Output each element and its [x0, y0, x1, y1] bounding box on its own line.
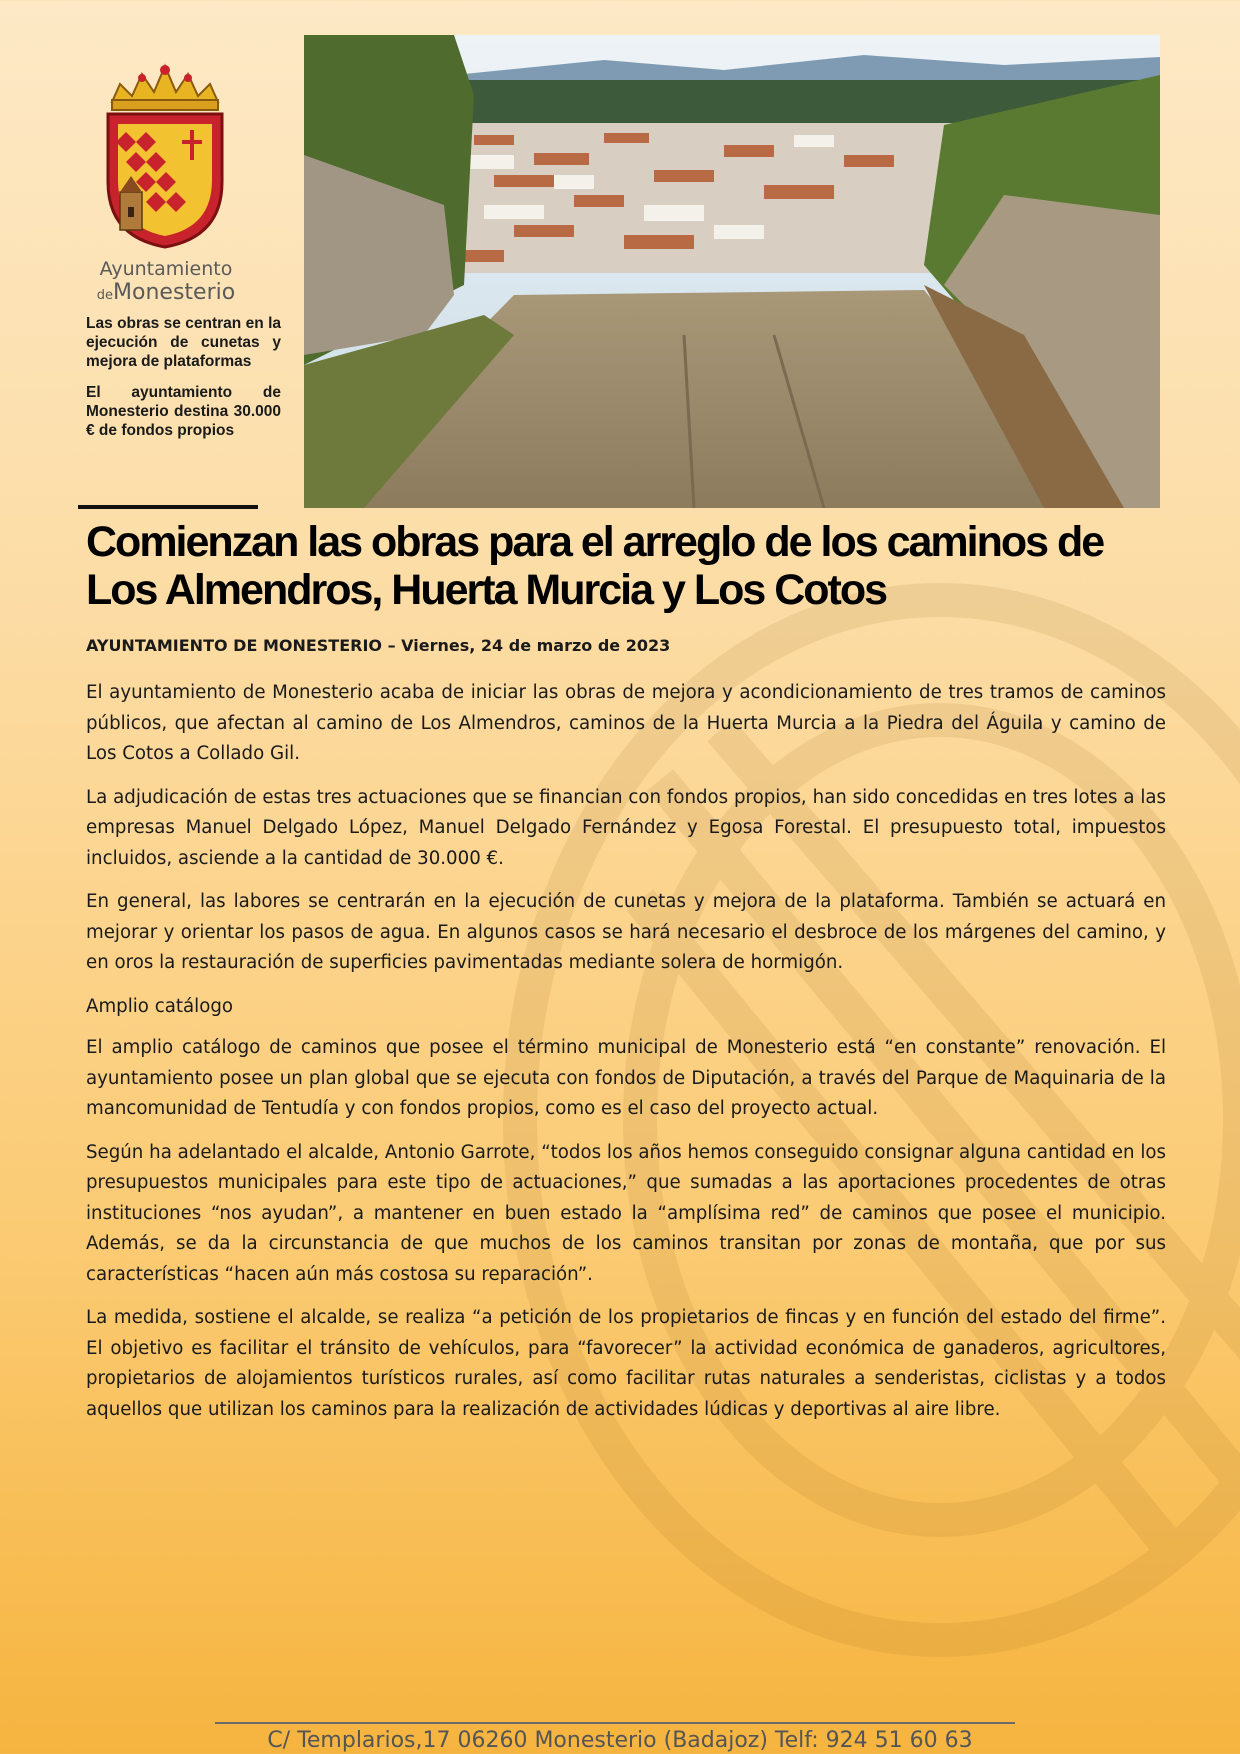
article-headline: Comienzan las obras para el arreglo de los caminos de Los Almendros, Huerta Murcia y Los Cotos — [86, 518, 1104, 614]
highlight-item: Las obras se centran en la ejecución de cunetas y mejora de plataformas — [86, 315, 281, 370]
footer-address: C/ Templarios,17 06260 Monesterio (Badajoz) Telf: 924 51 60 63 — [267, 1728, 973, 1753]
sidebar-highlights — [86, 314, 281, 452]
article-body — [86, 678, 1166, 1438]
article-paragraph: La adjudicación de estas tres actuaciones que se financian con fondos propios, han sido concedidas en tres lotes a las empresas Manuel Delgado López, Manuel Delgado Fernández y Egosa Forestal. El presupuesto total, impuestos incluidos, asciende a la cantidad de 30.000 €. — [86, 786, 1166, 869]
article-subheading: Amplio catálogo — [86, 995, 233, 1017]
footer-divider — [215, 1722, 1015, 1724]
article-paragraph: Según ha adelantado el alcalde, Antonio Garrote, “todos los años hemos conseguido consignar alguna cantidad en los presupuestos municipales para este tipo de actuaciones,” que sumadas a las aportaciones procedentes de otras instituciones “nos ayudan”, a mantener en buen estado la “amplísima red” de caminos que posee el municipio. Además, se da la circunstancia de que muchos de los caminos transitan por zonas de montaña, que por sus características “hacen aún más costosa su reparación”. — [86, 1141, 1166, 1285]
logo-text-name: Monesterio — [113, 280, 236, 305]
logo-text-ayuntamiento: Ayuntamiento — [99, 258, 233, 280]
sidebar-divider — [78, 505, 258, 509]
article-paragraph: En general, las labores se centrarán en la ejecución de cunetas y mejora de la plataforma. También se actuará en mejorar y orientar los pasos de agua. En algunos casos se hará necesario el desbroce de los márgenes del camino, y en oros la restauración de superficies pavimentadas mediante solera de hormigón. — [86, 891, 1166, 973]
article-byline: AYUNTAMIENTO DE MONESTERIO – Viernes, 24 de marzo de 2023 — [86, 636, 671, 655]
article-paragraph: El ayuntamiento de Monesterio acaba de iniciar las obras de mejora y acondicionamiento de tres tramos de caminos públicos, que afectan al camino de Los Almendros, caminos de la Huerta Murcia a la Piedra del Águila y camino de Los Cotos a Collado Gil. — [86, 682, 1166, 764]
highlight-item: El ayuntamiento de Monesterio destina 30.000 € de fondos propios — [86, 384, 281, 439]
logo-text-monesterio — [86, 280, 246, 305]
article-paragraph: El amplio catálogo de caminos que posee el término municipal de Monesterio está “en constante” renovación. El ayuntamiento posee un plan global que se ejecuta con fondos de Diputación, a través del Parque de Maquinaria de la mancomunidad de Tentudía y con fondos propios, como es el caso del proyecto actual. — [86, 1037, 1166, 1119]
rural-road-photo — [304, 35, 1160, 508]
logo-text-de: de — [96, 288, 114, 303]
article-paragraph: La medida, sostiene el alcalde, se realiza “a petición de los propietarios de fincas y en función del estado del firme”. El objetivo es facilitar el tránsito de vehículos, para “favorecer” la actividad económica de ganaderos, agricultores, propietarios de alojamientos turísticos rurales, así como facilitar rutas naturales a senderistas, ciclistas y a todos aquellos que utilizan los caminos para la realización de actividades lúdicas y deportivas al aire libre. — [86, 1307, 1166, 1420]
